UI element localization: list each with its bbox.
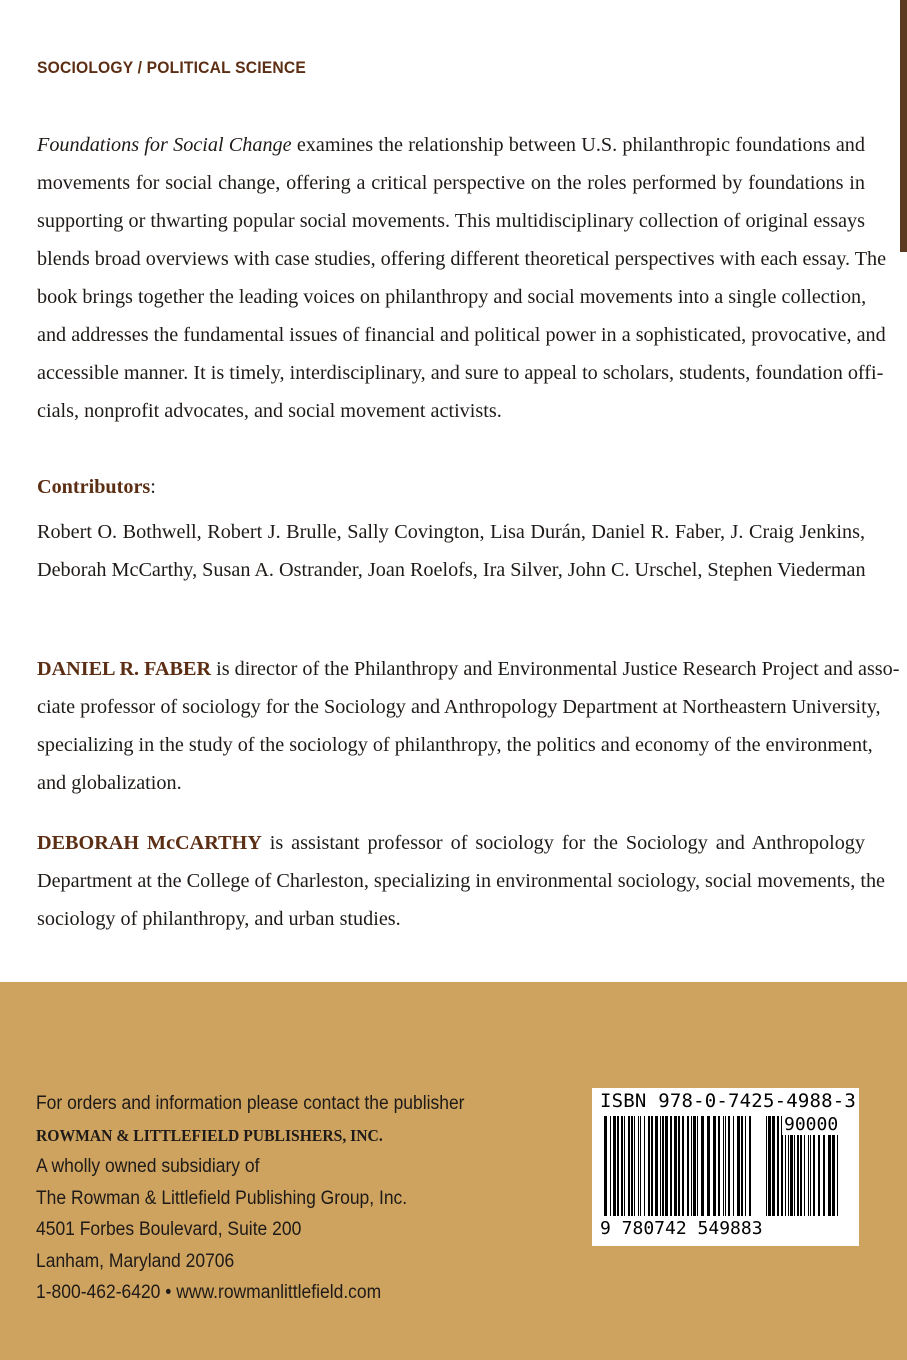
bio-line: DEBORAH McCARTHY is assistant professor of sociology for the Sociology and Anthropology (37, 832, 865, 854)
description-line: Foundations for Social Change examines the relationship between U.S. philanthropic foundations and (37, 134, 865, 156)
barcode-bar (665, 1116, 668, 1216)
bio-line: specializing in the study of the sociology of philanthropy, the politics and economy of the environment, (37, 734, 873, 756)
barcode-bar (687, 1116, 689, 1216)
barcode-bar (693, 1116, 696, 1216)
barcode-bar (644, 1116, 645, 1216)
barcode-bar (660, 1116, 661, 1216)
author-name: DANIEL R. FABER (37, 658, 212, 680)
publisher-address: 4501 Forbes Boulevard, Suite 200 (36, 1219, 302, 1240)
book-description (37, 126, 887, 430)
bio-line: and globalization. (37, 772, 182, 794)
publisher-subsidiary: A wholly owned subsidiary of (36, 1156, 260, 1177)
price-code: 90000 (784, 1114, 839, 1135)
author-bio-mccarthy (37, 824, 886, 938)
barcode-bar (772, 1116, 775, 1216)
barcode-bar (723, 1116, 724, 1216)
barcode-bar (621, 1116, 623, 1216)
barcode-bar (674, 1116, 677, 1216)
barcode-bar (678, 1116, 680, 1216)
author-bio-faber (37, 650, 900, 802)
bio-line: DANIEL R. FABER is director of the Philanthropy and Environmental Justice Research Project and asso- (37, 658, 900, 680)
description-line: blends broad overviews with case studies, offering different theoretical perspectives with each essay. The (37, 248, 887, 270)
bio-line: sociology of philanthropy, and urban studies. (37, 908, 401, 930)
barcode-bar (631, 1116, 633, 1216)
barcode-bar (638, 1116, 639, 1216)
barcode-bar (604, 1116, 607, 1216)
bio-line: Department at the College of Charleston, specializing in environmental sociology, social movements, the (37, 870, 886, 892)
author-name: DEBORAH McCARTHY (37, 832, 262, 854)
barcode-bar (701, 1116, 704, 1216)
description-line: accessible manner. It is timely, interdisciplinary, and sure to appeal to scholars, students, foundation offi- (37, 362, 884, 384)
barcode-bar (725, 1116, 726, 1216)
barcode-bar (697, 1116, 698, 1216)
description-line: movements for social change, offering a critical perspective on the roles performed by foundations in (37, 172, 865, 194)
barcode-bar (613, 1116, 616, 1216)
barcode-bar (745, 1116, 746, 1216)
barcode-bar (749, 1116, 751, 1216)
barcode-bar (728, 1116, 730, 1216)
barcode-bar (733, 1116, 734, 1216)
description-line: book brings together the leading voices on philanthropy and social movements into a single collection, (37, 286, 867, 308)
barcode-bar (670, 1116, 672, 1216)
isbn-barcode (592, 1088, 859, 1246)
publisher-contact: 1-800-462-6420 • www.rowmanlittlefield.com (36, 1282, 382, 1303)
barcode-bar (610, 1116, 611, 1216)
barcode-bar (624, 1116, 625, 1216)
isbn-number: ISBN 978-0-7425-4988-3 (600, 1090, 857, 1112)
barcode-bar (617, 1116, 619, 1216)
barcode-bar (655, 1116, 658, 1216)
barcode-bar (682, 1116, 684, 1216)
barcode-bar (640, 1116, 641, 1216)
barcode-bar (634, 1116, 635, 1216)
contributors-list (37, 513, 865, 589)
publisher-intro: For orders and information please contact the publisher (36, 1093, 465, 1114)
bio-line: ciate professor of sociology for the Sociology and Anthropology Department at Northeastern University, (37, 696, 881, 718)
description-line: cials, nonprofit advocates, and social movement activists. (37, 400, 502, 422)
ean-digits: 9 780742 549883 (600, 1218, 763, 1239)
publisher-info (36, 1088, 465, 1309)
barcode-bar (691, 1116, 692, 1216)
publisher-group: The Rowman & Littlefield Publishing Group, Inc. (36, 1187, 408, 1209)
barcode-bar (713, 1116, 716, 1216)
barcode-bar (741, 1116, 743, 1216)
barcode-bar (777, 1116, 779, 1216)
publisher-name: ROWMAN & LITTLEFIELD PUBLISHERS, INC. (36, 1125, 383, 1145)
barcode-bar (648, 1116, 650, 1216)
barcode-bar (768, 1116, 771, 1216)
barcode-bar (662, 1116, 664, 1216)
barcode-bar (651, 1116, 653, 1216)
barcode-bar (718, 1116, 720, 1216)
publisher-city: Lanham, Maryland 20706 (36, 1250, 235, 1272)
contributors-line: Robert O. Bothwell, Robert J. Brulle, Sally Covington, Lisa Durán, Daniel R. Faber, J. Craig Jenkins, (37, 521, 865, 543)
description-line: and addresses the fundamental issues of financial and political power in a sophisticated, provocative, and (37, 324, 886, 346)
barcode-bar (707, 1116, 710, 1216)
contributors-line: Deborah McCarthy, Susan A. Ostrander, Joan Roelofs, Ira Silver, John C. Urschel, Stephen Viederman (37, 559, 866, 581)
contributors-heading: Contributors: (37, 476, 156, 498)
book-title: Foundations for Social Change (37, 134, 292, 156)
category-label: SOCIOLOGY / POLITICAL SCIENCE (37, 58, 306, 77)
barcode-bar (737, 1116, 740, 1216)
description-line: supporting or thwarting popular social movements. This multidisciplinary collection of original essays (37, 210, 865, 232)
barcode-bar (766, 1116, 767, 1216)
barcode-bar (628, 1116, 630, 1216)
spine-edge (900, 0, 907, 252)
